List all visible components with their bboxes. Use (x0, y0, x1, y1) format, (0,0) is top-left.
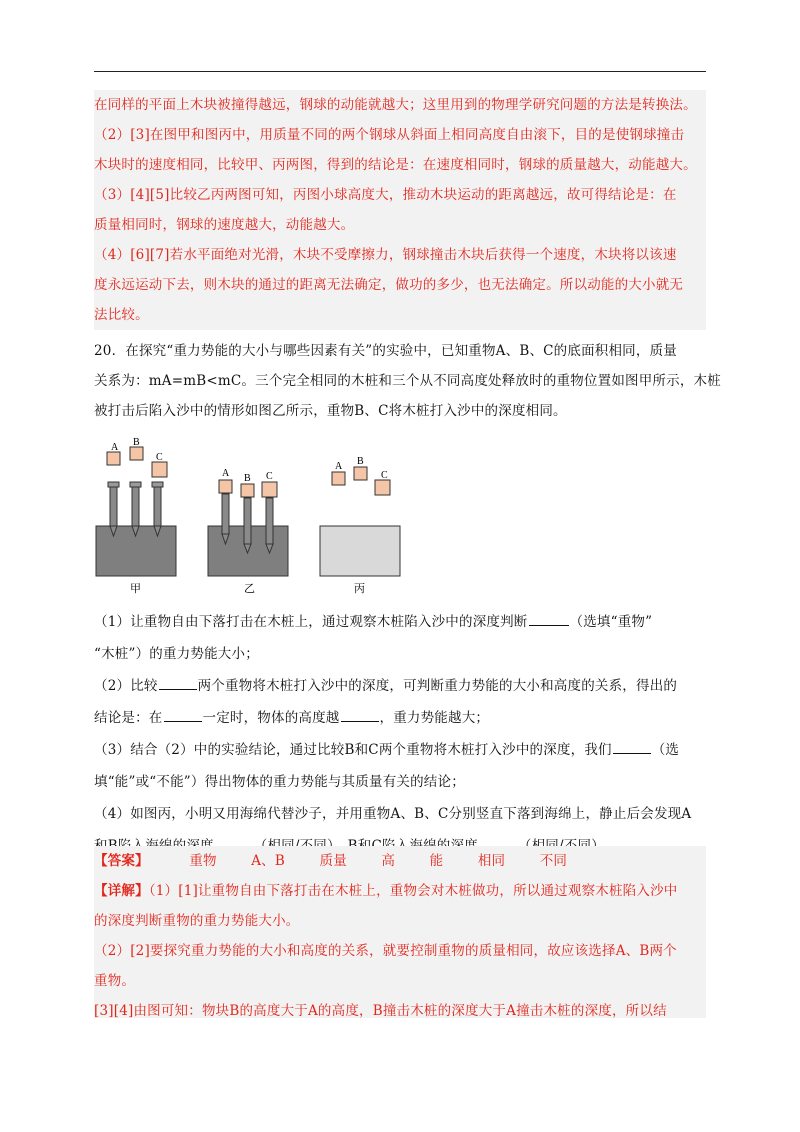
answer-value: 能 (429, 853, 444, 869)
answer-line: 法比较。 (94, 307, 149, 323)
weight-a (219, 480, 232, 493)
stake (132, 484, 139, 526)
experiment-figure (94, 432, 424, 597)
text: 结论是：在 (94, 710, 163, 726)
detail-line: （2）[2]要探究重力势能的大小和高度的关系，就要控制重物的质量相同，故应该选择A、B两个 (94, 943, 677, 959)
stake-cap (152, 482, 163, 487)
subquestion-3-cont (94, 766, 706, 798)
weight-b (354, 467, 367, 480)
weight-b (130, 447, 143, 460)
detail-tag: 【详解】 (94, 883, 149, 899)
stake-cap (108, 482, 119, 487)
detail-line: [3][4]由图可知：物块B的高度大于A的高度，B撞击木桩的深度大于A撞击木桩的深度，所以结 (94, 1003, 667, 1019)
label-b: B (357, 456, 364, 467)
figure-yi (208, 468, 288, 595)
text: （1）[1]让重物自由下落打击在木桩上，重物会对木桩做功，所以通过观察木桩陷入沙中 (148, 883, 678, 899)
figure-jia (96, 437, 176, 595)
weight-c (262, 482, 277, 497)
blank-3[interactable] (164, 707, 202, 722)
weight-a (107, 452, 120, 465)
subquestion-1-cont (94, 638, 706, 670)
weight-c (152, 462, 167, 477)
answer-value: 相同 (477, 853, 506, 869)
detail-line: 重物。 (94, 973, 136, 989)
text: ，重力势能越大； (379, 710, 490, 726)
answer-value: 不同 (539, 853, 568, 869)
answer-value: 高 (381, 853, 396, 869)
text: 填“能”或“不能”）得出物体的重力势能与其质量有关的结论； (94, 774, 465, 790)
blank-5[interactable] (613, 739, 651, 754)
text: （选填“重物” (569, 614, 653, 630)
weight-a (332, 472, 345, 485)
answer-value: 重物 (189, 853, 217, 869)
text: 两个重物将木桩打入沙中的深度，可判断重力势能的大小和高度的关系，得出的 (197, 678, 678, 694)
label-a: A (335, 461, 343, 472)
answer-line: 木块时的速度相同，比较甲、丙两图，得到的结论是：在速度相同时，钢球的质量越大，动能越大。 (94, 157, 697, 173)
subquestions (94, 606, 706, 862)
answer-line: 度永远运动下去，则木块的通过的距离无法确定，做功的多少，也无法确定。所以动能的大小就无 (94, 277, 684, 293)
stake (154, 484, 161, 526)
answer-value: A、B (251, 853, 285, 869)
label-c: C (266, 471, 273, 482)
question-line: 被打击后陷入沙中的情形如图乙所示，重物B、C将木桩打入沙中的深度相同。 (94, 403, 567, 419)
answer-row (94, 846, 706, 876)
weight-b (241, 484, 254, 497)
subquestion-3 (94, 734, 706, 766)
previous-answer-block (94, 90, 706, 330)
figure-bing (320, 456, 400, 595)
answer-block (94, 846, 706, 1018)
detail-line (94, 876, 706, 906)
stake (110, 484, 117, 526)
stake (244, 498, 251, 544)
weight-c (375, 480, 390, 495)
text: 一定时，物体的高度越 (202, 710, 340, 726)
subquestion-2 (94, 670, 706, 702)
detail-line: 的深度判断重物的重力势能大小。 (94, 913, 300, 929)
answer-value: 质量 (319, 853, 347, 869)
text: “木桩”）的重力势能大小； (94, 646, 259, 662)
blank-2[interactable] (159, 675, 197, 690)
text: （3）结合（2）中的实验结论，通过比较B和C两个重物将木桩打入沙中的深度，我们 (94, 742, 612, 758)
stake-cap (130, 482, 141, 487)
question-line: 20．在探究“重力势能的大小与哪些因素有关”的实验中，已知重物A、B、C的底面积相同，质量 (94, 343, 677, 359)
answer-line: （4）[6][7]若水平面绝对光滑，木块不受摩擦力，钢球撞击木块后获得一个速度，木块将以该速 (94, 247, 677, 263)
question-20-stem (94, 336, 721, 426)
caption-bing: 丙 (354, 582, 365, 595)
label-a: A (222, 468, 230, 479)
header-rule (94, 71, 706, 72)
sponge-box (320, 526, 400, 576)
question-line: 关系为：mA=mB<mC。三个完全相同的木桩和三个从不同高度处释放时的重物位置如图甲所示，木桩 (94, 373, 721, 389)
text: （2）比较 (94, 678, 158, 694)
label-c: C (156, 452, 163, 463)
label-b: B (133, 437, 140, 448)
label-c: C (381, 470, 388, 481)
subquestion-2-cont (94, 702, 706, 734)
stake (266, 498, 273, 544)
answer-line: 质量相同时，钢球的速度越大，动能越大。 (94, 217, 355, 233)
blank-1[interactable] (529, 611, 569, 626)
answer-line: （2）[3]在图甲和图丙中，用质量不同的两个钢球从斜面上相同高度自由滚下，目的是使钢球撞击 (94, 127, 685, 143)
answer-line: （3）[4][5]比较乙丙两图可知，丙图小球高度大，推动木块运动的距离越远，故可得结论是：在 (94, 187, 677, 203)
caption-yi: 乙 (244, 582, 255, 595)
subquestion-4 (94, 798, 706, 830)
text: （1）让重物自由下落打击在木桩上，通过观察木桩陷入沙中的深度判断 (94, 614, 528, 630)
text: （选 (651, 742, 680, 758)
label-b: B (244, 473, 251, 484)
caption-jia: 甲 (130, 582, 141, 595)
label-a: A (111, 442, 119, 453)
blank-4[interactable] (341, 707, 379, 722)
answer-tag: 【答案】 (94, 853, 149, 869)
subquestion-1 (94, 606, 706, 638)
text: （4）如图丙，小明又用海绵代替沙子，并用重物A、B、C分别竖直下落到海绵上，静止后会发现A (94, 806, 692, 822)
stake (222, 494, 229, 534)
answer-line: 在同样的平面上木块被撞得越远，钢球的动能就越大；这里用到的物理学研究问题的方法是转换法。 (94, 97, 697, 113)
